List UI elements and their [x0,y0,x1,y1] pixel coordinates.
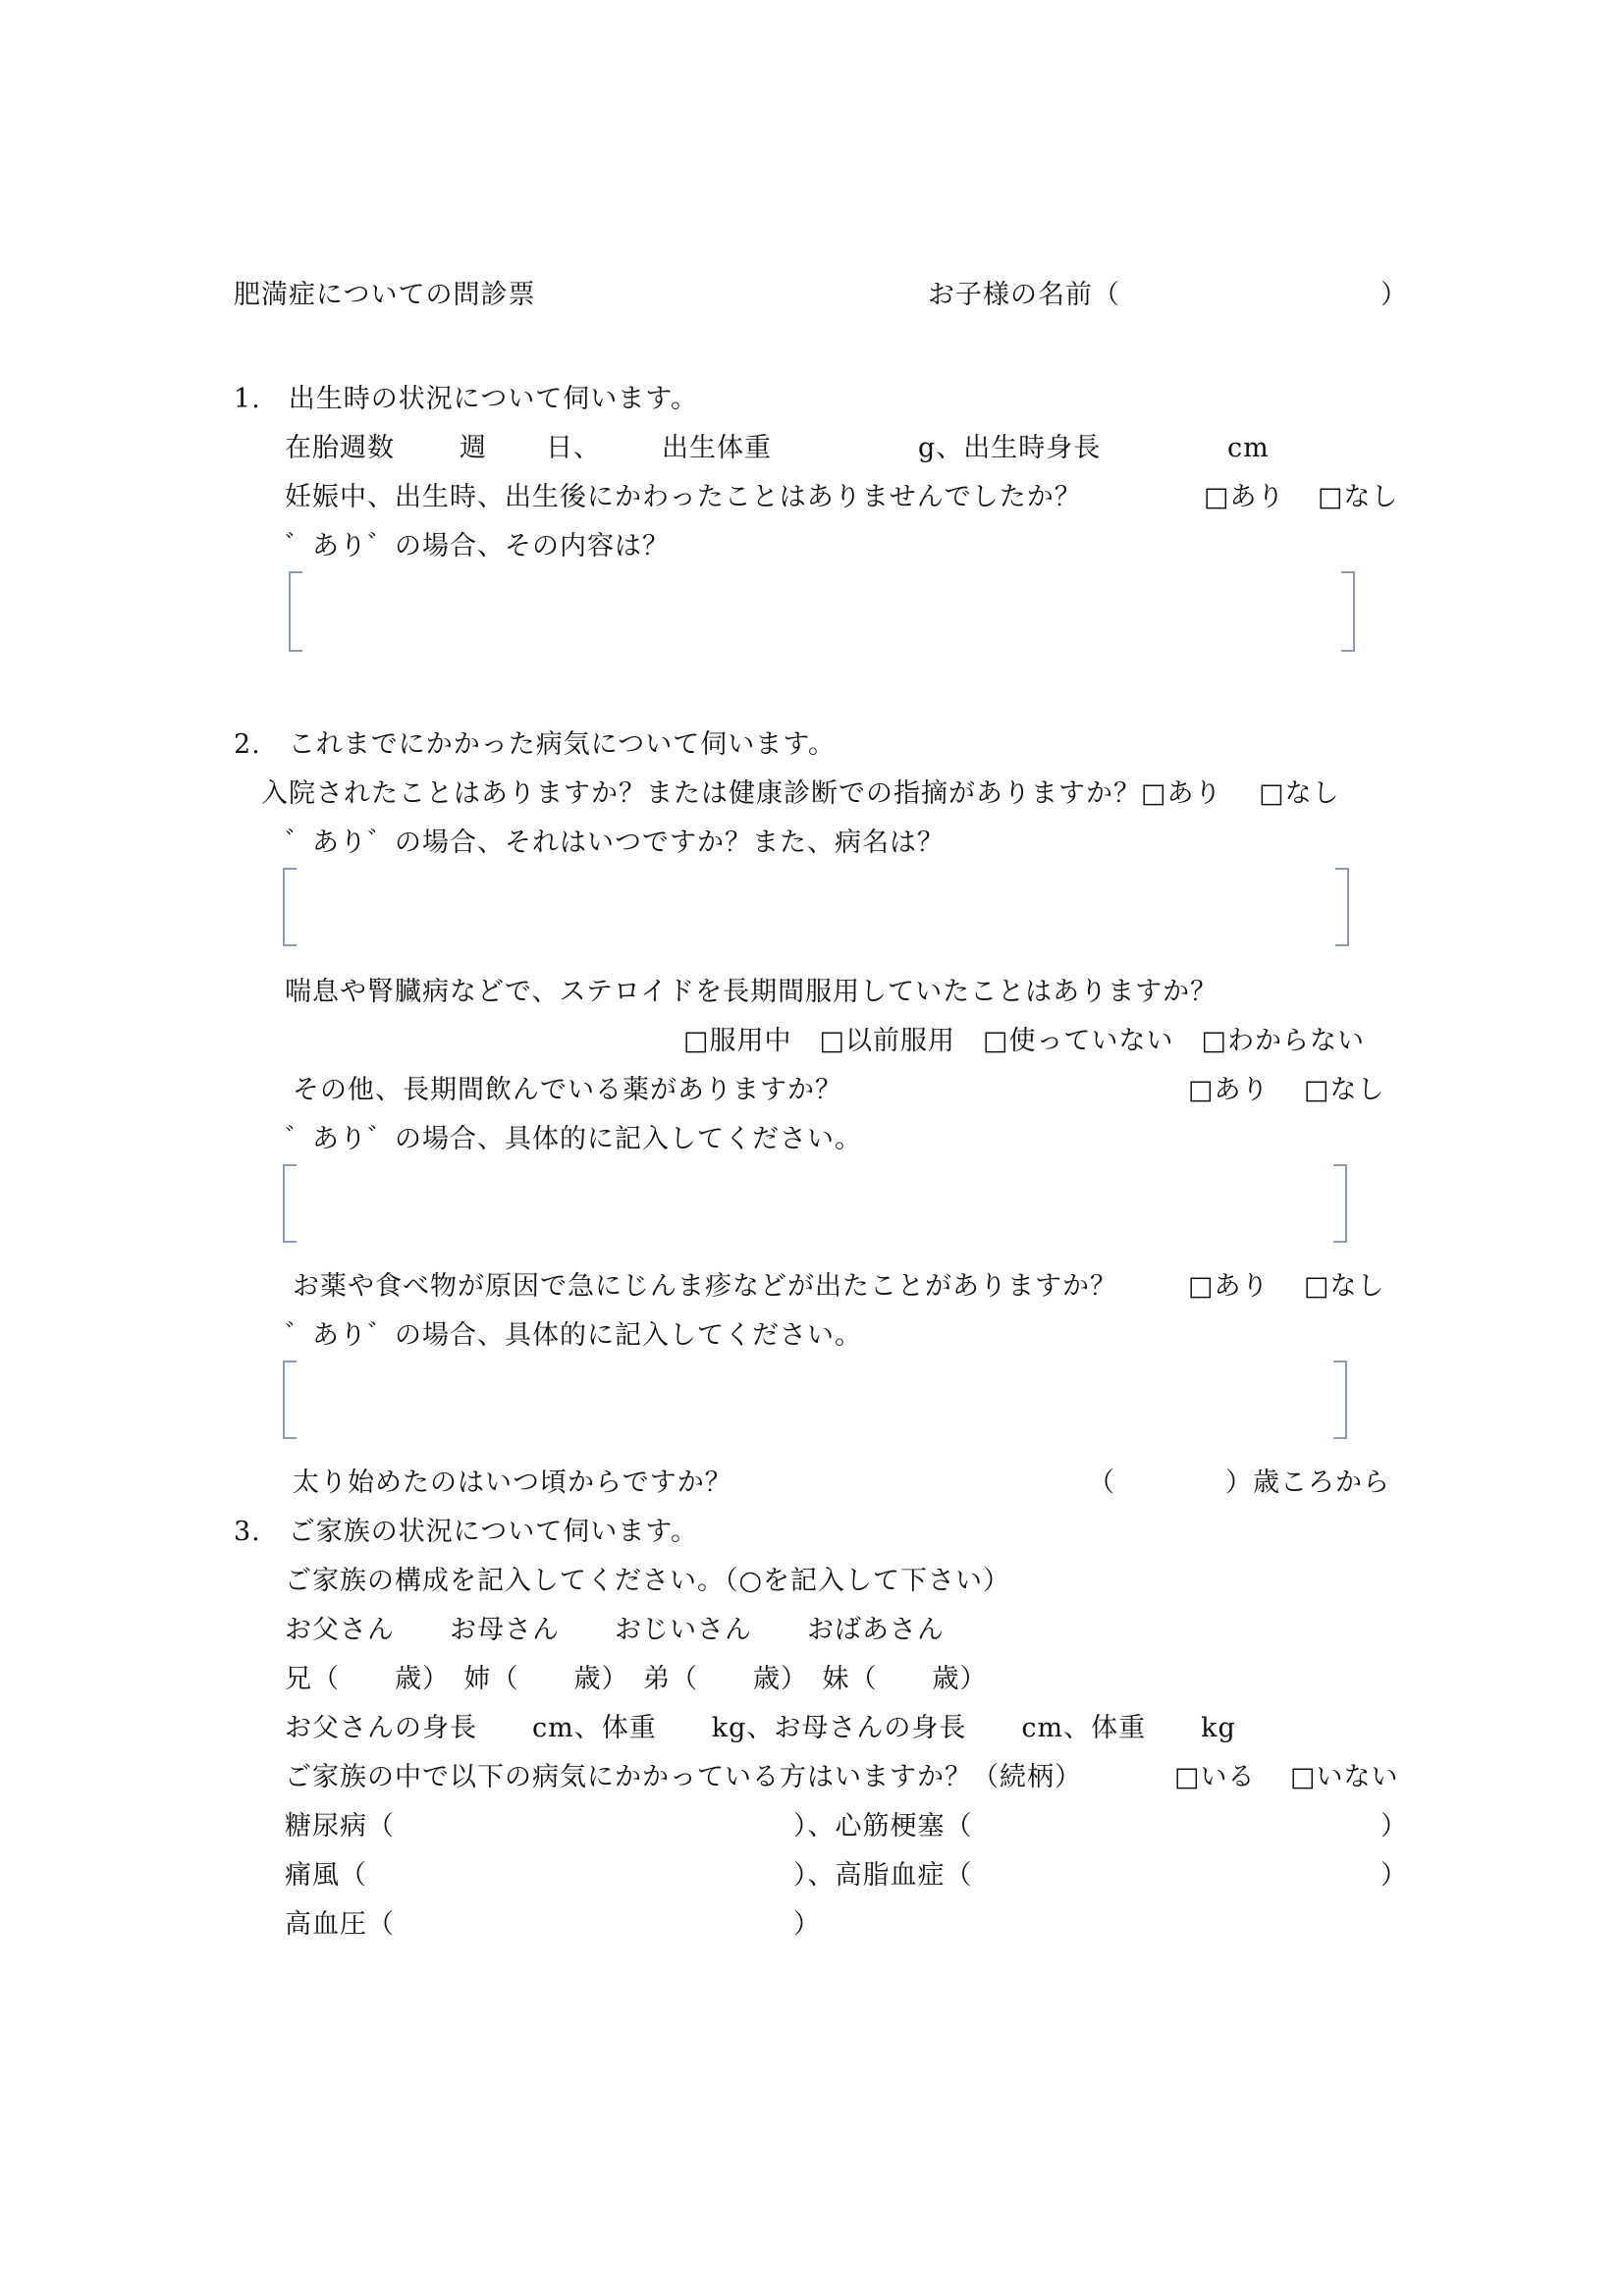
gout-field[interactable] [373,1859,785,1893]
hyperlipidemia-label: ）、高脂血症（ [793,1860,973,1891]
hospital-if-yes: ゛あり゛の場合、それはいつですか？また、病名は？ [285,828,945,858]
hospital-question: 入院されたことはありますか？または健康診断での指摘がありますか？□あり □なし [261,778,1340,809]
other-meds-question: その他、長期間飲んでいる薬がありますか？ [293,1075,842,1105]
bracket-left [283,868,297,946]
hypertension-label: 高血圧（ [285,1909,395,1940]
section-2-heading: 2. これまでにかかった病気について伺います。 [234,729,837,760]
birth-length-label: g、出生時身長 [918,433,1102,463]
allergy-if-yes: ゛あり゛の場合、具体的に記入してください。 [285,1320,862,1351]
parents-size-line[interactable]: お父さんの身長 cm、体重 kg、お母さんの身長 cm、体重 kg [285,1713,1236,1743]
child-name-field[interactable] [1139,279,1375,312]
allergy-detail-box[interactable] [283,1361,1347,1439]
section-3-heading: 3. ご家族の状況について伺います。 [234,1517,699,1547]
bracket-left [283,1361,297,1439]
diabetes-label: 糖尿病（ [285,1811,395,1842]
family-members-line2[interactable]: 兄（ 歳） 姉（ 歳） 弟（ 歳） 妹（ 歳） [285,1664,988,1694]
bracket-left [289,571,302,652]
gestation-label: 在胎週数 [285,433,395,463]
bracket-right [1341,571,1355,652]
birth-weight-label: 出生体重 [662,433,772,463]
steroid-options[interactable]: □服用中 □以前服用 □使っていない □わからない [683,1026,1366,1056]
hospital-detail-box[interactable] [283,868,1349,946]
allergy-question: お薬や食べ物が原因で急にじんま疹などが出たことがありますか？ [293,1271,1117,1302]
document-title: 肥満症についての問診票 [234,280,536,310]
pregnancy-no-checkbox[interactable]: □なし [1318,482,1399,512]
child-name-label: お子様の名前（ [928,280,1120,310]
other-meds-no-checkbox[interactable]: □なし [1304,1075,1385,1105]
onset-question: 太り始めたのはいつ頃からですか？ [293,1468,732,1498]
pregnancy-if-yes: ゛あり゛の場合、その内容は？ [285,531,670,561]
other-meds-yes-checkbox[interactable]: □あり [1188,1075,1270,1105]
other-meds-detail-box[interactable] [283,1164,1347,1243]
onset-age-field[interactable]: （ ）歳ころから [1088,1468,1390,1498]
family-intro: ご家族の構成を記入してください。（○を記入して下さい） [285,1566,1011,1596]
bracket-left [283,1164,297,1243]
day-label: 日、 [546,433,601,463]
hyperlipidemia-close: ） [1380,1860,1408,1891]
pregnancy-question: 妊娠中、出生時、出生後にかわったことはありませんでしたか？ [285,482,1082,512]
family-disease-question: ご家族の中で以下の病気にかかっている方はいますか？（続柄） [285,1762,1082,1792]
hyperlipidemia-field[interactable] [992,1859,1375,1893]
family-disease-present-checkbox[interactable]: □いる [1174,1762,1256,1792]
bracket-right [1333,1164,1347,1243]
week-label: 週 [460,433,487,463]
family-members-line1[interactable]: お父さん お母さん おじいさん おばあさん [285,1615,945,1645]
pregnancy-yes-checkbox[interactable]: □あり [1204,482,1285,512]
bracket-right [1333,1361,1347,1439]
cm-label: cm [1227,433,1270,463]
mi-label: ）、心筋梗塞（ [793,1811,973,1842]
allergy-no-checkbox[interactable]: □なし [1304,1271,1385,1302]
other-meds-if-yes: ゛あり゛の場合、具体的に記入してください。 [285,1124,862,1154]
child-name-close: ） [1380,280,1408,310]
section-1-heading: 1. 出生時の状況について伺います。 [234,384,699,414]
steroid-question: 喘息や腎臓病などで、ステロイドを長期間服用していたことはありますか？ [285,977,1218,1007]
gout-label: 痛風（ [285,1860,367,1891]
hypertension-close: ） [793,1909,821,1940]
mi-close: ） [1380,1811,1408,1842]
diabetes-field[interactable] [403,1810,785,1843]
mi-field[interactable] [992,1810,1375,1843]
hypertension-field[interactable] [403,1908,785,1942]
family-disease-absent-checkbox[interactable]: □いない [1290,1762,1399,1792]
pregnancy-detail-box[interactable] [289,571,1355,652]
bracket-right [1335,868,1349,946]
allergy-yes-checkbox[interactable]: □あり [1188,1271,1270,1302]
